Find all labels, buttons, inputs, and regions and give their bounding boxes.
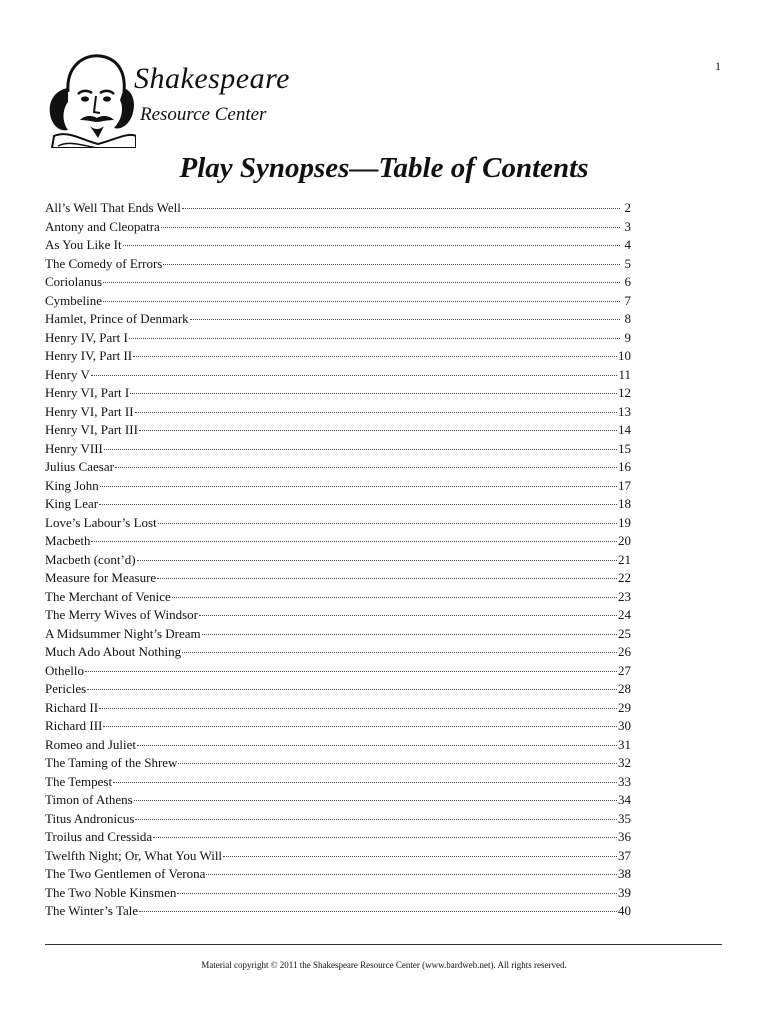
toc-entry[interactable] (45, 569, 631, 588)
dot-leader (85, 671, 617, 672)
dot-leader (139, 430, 617, 431)
toc-entry-title: The Taming of the Shrew (45, 755, 178, 770)
toc-entry[interactable] (45, 680, 631, 699)
toc-entry-title: The Two Noble Kinsmen (45, 884, 177, 900)
dot-leader (130, 393, 617, 394)
logo-subtitle: Resource Center (140, 104, 267, 125)
toc-entry-title: Romeo and Juliet (45, 736, 136, 752)
page-title: Play Synopses—Table of Contents (179, 152, 589, 184)
logo (44, 52, 304, 152)
toc-entry-page: 13 (618, 403, 631, 419)
dot-leader (134, 800, 617, 801)
dot-leader (172, 597, 617, 598)
toc-entry-page: 20 (618, 533, 631, 548)
dot-leader (139, 911, 617, 912)
toc-entry[interactable] (45, 662, 631, 681)
toc-entry[interactable] (45, 273, 631, 292)
toc-entry[interactable] (45, 255, 631, 274)
footer-divider (45, 944, 722, 945)
dot-leader (123, 245, 620, 246)
toc-entry-title: The Winter’s Tale (45, 903, 139, 918)
toc-entry[interactable] (45, 773, 631, 792)
toc-entry[interactable] (45, 310, 631, 329)
toc-entry-page: 7 (624, 292, 631, 308)
logo-title: Shakespeare (134, 62, 290, 95)
toc-entry-title: Much Ado About Nothing (45, 644, 182, 659)
toc-entry-page: 26 (618, 644, 631, 659)
toc-entry-page: 32 (618, 755, 631, 770)
toc-entry[interactable] (45, 847, 631, 866)
dot-leader (104, 449, 617, 450)
toc-entry[interactable] (45, 292, 631, 311)
toc-entry[interactable] (45, 514, 631, 533)
toc-entry-title: Henry IV, Part I (45, 329, 128, 345)
toc-entry-page: 29 (618, 699, 631, 715)
toc-entry[interactable] (45, 366, 631, 385)
dot-leader (99, 504, 617, 505)
toc-entry[interactable] (45, 477, 631, 496)
toc-entry-page: 40 (618, 903, 631, 918)
toc-entry[interactable] (45, 902, 631, 921)
toc-entry-page: 16 (618, 459, 631, 474)
dot-leader (190, 319, 620, 320)
footer-copyright: Material copyright © 2011 the Shakespeare Resource Center (www.bardweb.net). All rights reserved. (201, 960, 567, 970)
toc-entry[interactable] (45, 551, 631, 570)
toc-entry-title: Julius Caesar (45, 459, 114, 474)
toc-entry-title: Pericles (45, 681, 87, 696)
dot-leader (129, 338, 620, 339)
toc-entry-page: 18 (618, 496, 631, 511)
toc-entry-page: 8 (624, 311, 631, 326)
toc-entry-title: Antony and Cleopatra (45, 218, 160, 234)
toc-entry-title: Titus Andronicus (45, 810, 135, 826)
toc-entry-title: Henry V (45, 366, 90, 382)
toc-entry-title: The Merchant of Venice (45, 588, 171, 604)
dot-leader (87, 689, 617, 690)
toc-entry-page: 6 (624, 274, 631, 289)
toc-entry-title: Macbeth (45, 533, 91, 548)
dot-leader (137, 560, 617, 561)
toc-entry[interactable] (45, 532, 631, 551)
toc-entry-page: 39 (618, 884, 631, 900)
toc-entry-title: Henry IV, Part II (45, 348, 133, 363)
toc-entry[interactable] (45, 236, 631, 255)
toc-entry[interactable] (45, 828, 631, 847)
toc-entry-title: Measure for Measure (45, 570, 157, 585)
dot-leader (199, 615, 617, 616)
toc-entry-title: All’s Well That Ends Well (45, 200, 181, 215)
dot-leader (202, 634, 617, 635)
toc-entry-title: Henry VI, Part II (45, 403, 134, 419)
toc-entry-title: The Tempest (45, 773, 113, 789)
toc-entry[interactable] (45, 440, 631, 459)
toc-entry-title: Hamlet, Prince of Denmark (45, 311, 189, 326)
dot-leader (182, 208, 620, 209)
toc-entry[interactable] (45, 403, 631, 422)
dot-leader (206, 874, 617, 875)
toc-entry-title: Richard II (45, 699, 99, 715)
toc-entry[interactable] (45, 717, 631, 736)
toc-entry[interactable] (45, 606, 631, 625)
toc-entry[interactable] (45, 384, 631, 403)
toc-entry-title: Coriolanus (45, 274, 103, 289)
toc-entry-title: Troilus and Cressida (45, 829, 153, 844)
shakespeare-portrait-icon (44, 52, 136, 148)
toc-entry-title: Timon of Athens (45, 792, 133, 807)
dot-leader (135, 819, 617, 820)
toc-entry-title: Richard III (45, 718, 103, 733)
toc-entry-page: 5 (624, 255, 631, 271)
table-of-contents (45, 199, 631, 921)
toc-entry-page: 33 (618, 773, 631, 789)
toc-entry-page: 21 (618, 551, 631, 567)
toc-entry-title: A Midsummer Night’s Dream (45, 625, 201, 641)
toc-entry-title: Cymbeline (45, 292, 103, 308)
dot-leader (99, 708, 617, 709)
toc-entry[interactable] (45, 347, 631, 366)
toc-entry[interactable] (45, 791, 631, 810)
dot-leader (113, 782, 617, 783)
toc-entry[interactable] (45, 495, 631, 514)
toc-entry-page: 4 (624, 237, 631, 252)
dot-leader (161, 227, 620, 228)
dot-leader (182, 652, 617, 653)
toc-entry-page: 9 (624, 329, 631, 345)
toc-entry[interactable] (45, 218, 631, 237)
toc-entry-title: Twelfth Night; Or, What You Will (45, 847, 223, 863)
toc-entry-page: 36 (618, 829, 631, 844)
toc-entry-title: The Two Gentlemen of Verona (45, 866, 206, 881)
toc-entry-title: The Merry Wives of Windsor (45, 607, 198, 622)
toc-entry-title: Henry VI, Part III (45, 422, 138, 437)
dot-leader (157, 578, 617, 579)
toc-entry[interactable] (45, 699, 631, 718)
toc-entry-title: Macbeth (cont’d) (45, 551, 136, 567)
page-number: 1 (715, 59, 721, 73)
dot-leader (133, 356, 617, 357)
toc-entry-title: Henry VIII (45, 440, 103, 456)
dot-leader (163, 264, 620, 265)
toc-entry-title: As You Like It (45, 237, 122, 252)
dot-leader (153, 837, 617, 838)
toc-entry[interactable] (45, 884, 631, 903)
toc-entry-page: 15 (618, 440, 631, 456)
toc-entry-page: 12 (618, 385, 631, 400)
toc-entry-title: King Lear (45, 496, 99, 511)
toc-entry-title: Othello (45, 662, 84, 678)
toc-entry[interactable] (45, 736, 631, 755)
toc-entry-page: 17 (618, 477, 631, 493)
toc-entry-page: 19 (618, 514, 631, 530)
toc-entry-page: 14 (618, 422, 631, 437)
toc-entry[interactable] (45, 643, 631, 662)
toc-entry-title: King John (45, 477, 99, 493)
dot-leader (223, 856, 617, 857)
toc-entry[interactable] (45, 421, 631, 440)
toc-entry-page: 10 (618, 348, 631, 363)
dot-leader (158, 523, 617, 524)
dot-leader (115, 467, 617, 468)
dot-leader (177, 893, 617, 894)
dot-leader (137, 745, 617, 746)
toc-entry-page: 35 (618, 810, 631, 826)
toc-entry-title: The Comedy of Errors (45, 255, 163, 271)
toc-entry[interactable] (45, 754, 631, 773)
toc-entry-page: 11 (618, 366, 631, 382)
toc-entry[interactable] (45, 329, 631, 348)
dot-leader (100, 486, 617, 487)
toc-entry-page: 22 (618, 570, 631, 585)
toc-entry-page: 37 (618, 847, 631, 863)
toc-entry-page: 31 (618, 736, 631, 752)
toc-entry-page: 38 (618, 866, 631, 881)
toc-entry-title: Love’s Labour’s Lost (45, 514, 157, 530)
toc-entry-page: 27 (618, 662, 631, 678)
dot-leader (178, 763, 617, 764)
toc-entry-title: Henry VI, Part I (45, 385, 130, 400)
toc-entry[interactable] (45, 588, 631, 607)
toc-entry-page: 30 (618, 718, 631, 733)
dot-leader (103, 301, 620, 302)
dot-leader (135, 412, 617, 413)
toc-entry-page: 25 (618, 625, 631, 641)
toc-entry[interactable] (45, 810, 631, 829)
toc-entry[interactable] (45, 458, 631, 477)
dot-leader (91, 541, 617, 542)
toc-entry-page: 28 (618, 681, 631, 696)
toc-entry[interactable] (45, 865, 631, 884)
dot-leader (91, 375, 618, 376)
toc-entry-page: 23 (618, 588, 631, 604)
dot-leader (103, 282, 620, 283)
toc-entry-page: 24 (618, 607, 631, 622)
dot-leader (103, 726, 617, 727)
toc-entry[interactable] (45, 625, 631, 644)
toc-entry-page: 3 (624, 218, 631, 234)
toc-entry-page: 2 (624, 200, 631, 215)
toc-entry-page: 34 (618, 792, 631, 807)
toc-entry[interactable] (45, 199, 631, 218)
